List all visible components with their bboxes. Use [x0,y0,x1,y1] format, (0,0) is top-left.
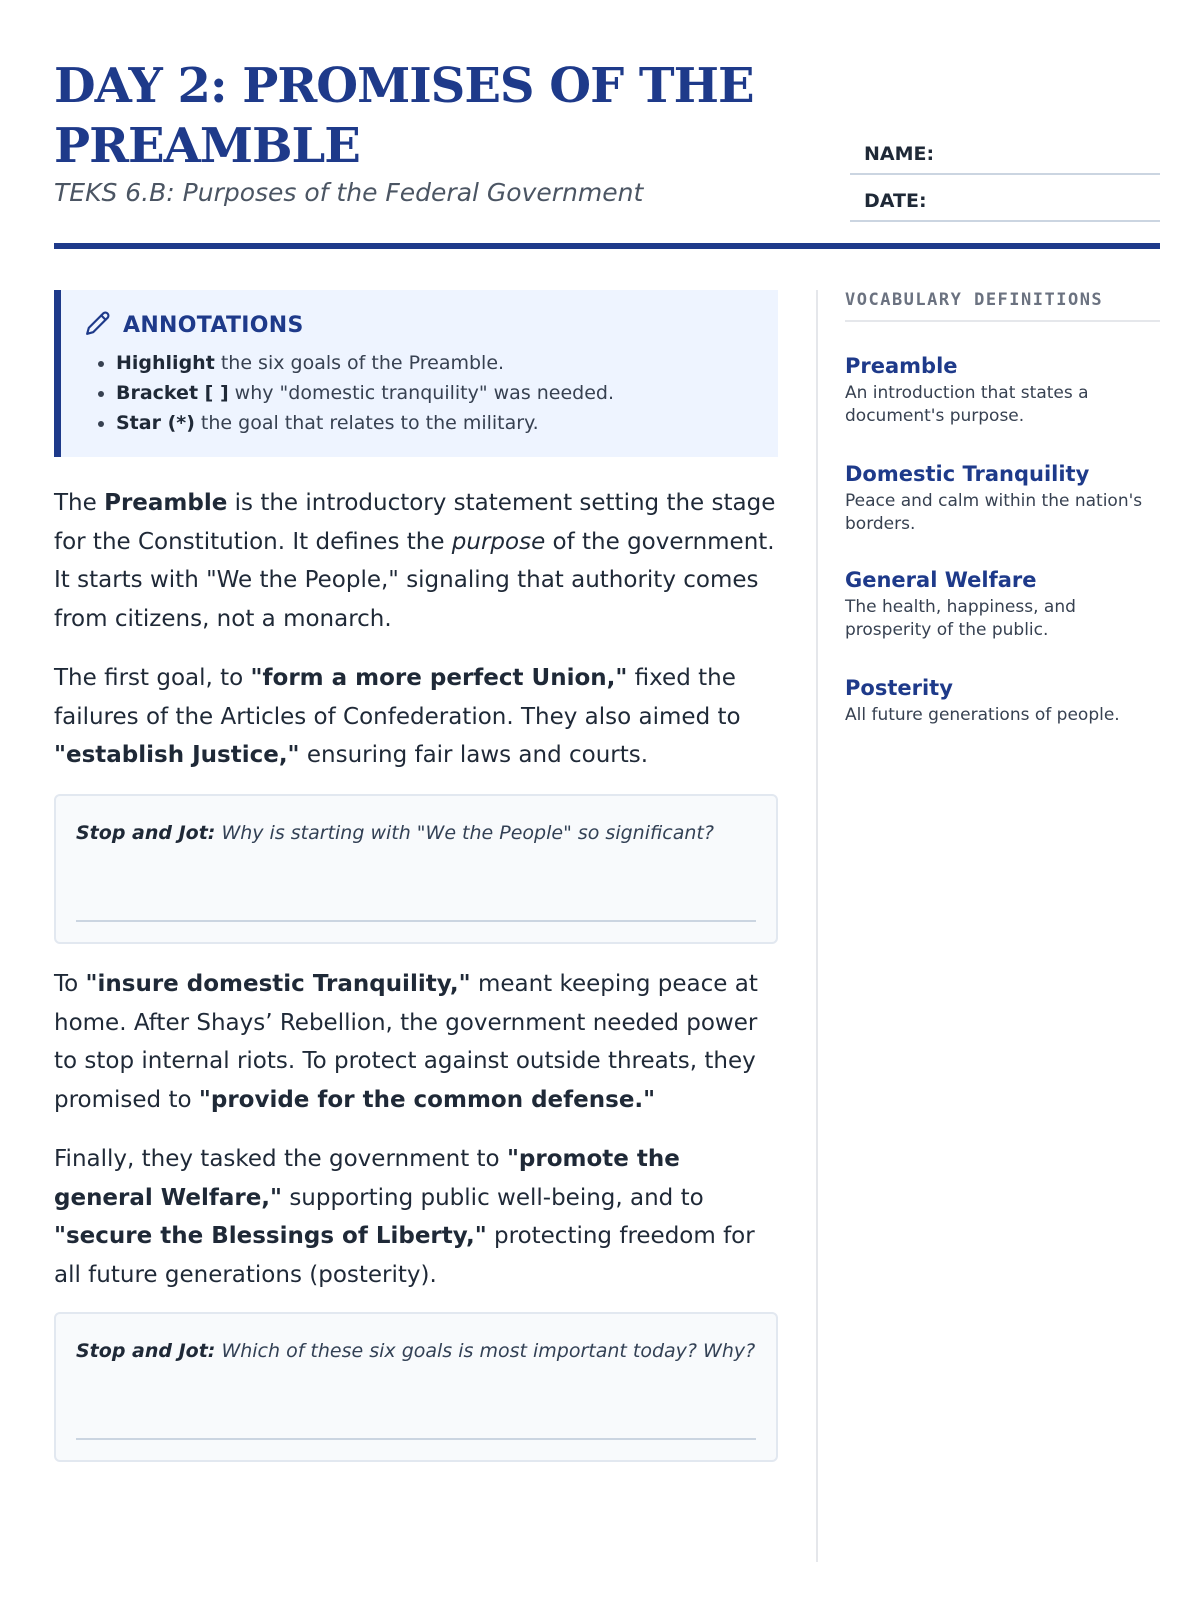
stop-and-jot-box [54,1312,778,1462]
annotation-item [116,348,614,378]
annotation-text: the six goals of the Preamble. [214,352,505,374]
vocab-term [845,462,1160,536]
annotations-list [91,348,614,438]
pencil-icon [85,310,111,340]
bold-goal: "form a more perfect Union," [250,665,628,691]
bold-goal: "secure the Blessings of Liberty," [54,1223,487,1249]
annotation-keyword: Highlight [116,352,215,374]
vocab-term-definition: All future generations of people. [845,705,1120,725]
text-span: is the introductory statement setting the stage for the Constitution. It defines the [54,490,776,555]
page-title: DAY 2: PROMISES OF THE PREAMBLE [54,58,754,174]
vocabulary-sidebar [845,290,1160,725]
date-label: DATE: [864,190,927,212]
vocab-term [845,676,1160,727]
annotation-item [116,408,614,438]
date-field[interactable] [850,175,1160,222]
jot-answer-line[interactable] [76,1438,756,1440]
annotation-item [116,378,614,408]
paragraph-welfare-liberty [54,1140,784,1294]
annotations-box [54,290,778,457]
bold-goal: "establish Justice," [54,742,300,768]
annotations-header [85,310,304,340]
text-span: The first goal, to [54,665,251,691]
jot-question: Why is starting with "We the People" so significant? [215,822,714,844]
vocab-term-name: Posterity [845,676,953,700]
vocab-term [845,354,1160,428]
jot-answer-line[interactable] [76,920,756,922]
annotation-keyword: Star (*) [116,412,195,434]
text-span: To [54,971,86,997]
text-span: protecting freedom for all future generations (posterity). [54,1223,755,1288]
jot-label: Stop and Jot: [76,822,216,844]
page-subtitle: TEKS 6.B: Purposes of the Federal Government [54,178,644,207]
vocabulary-heading: VOCABULARY DEFINITIONS [845,290,1160,322]
text-span: The [54,490,105,516]
vocab-term-name: Preamble [845,354,958,378]
bold-goal: "promote the general Welfare," [54,1146,680,1211]
text-span: supporting public well-being, and to [282,1184,704,1211]
italic-term: purpose [451,528,546,555]
text-span: fixed the failures of the Articles of Confederation. They also aimed to [54,665,741,730]
text-span: Finally, they tasked the government to [54,1146,507,1172]
text-span: ensuring fair laws and courts. [299,742,649,768]
vocab-term-name: Domestic Tranquility [845,462,1090,486]
jot-prompt [76,822,760,844]
paragraph-tranquility-defense [54,965,784,1119]
name-label: NAME: [864,143,935,165]
jot-label: Stop and Jot: [76,1340,216,1362]
bold-term: Preamble [104,490,228,516]
name-date-fields [850,128,1160,222]
annotation-text: the goal that relates to the military. [194,412,539,434]
text-span: meant keeping peace at home. After Shays’ Rebellion, the government needed power to stop internal riots. To protect against outside threats, they promised to [54,971,758,1113]
header-divider [54,243,1160,249]
annotation-keyword: Bracket [ ] [116,382,229,404]
bold-goal: "insure domestic Tranquility," [85,971,471,997]
vocab-term-definition: An introduction that states a document's purpose. [845,383,1089,426]
paragraph-union-justice [54,659,784,775]
name-field[interactable] [850,128,1160,175]
text-span: of the government. It starts with "We the People," signaling that authority comes from citizens, not a monarch. [54,528,775,632]
stop-and-jot-box [54,794,778,944]
jot-question: Which of these six goals is most important today? Why? [215,1340,756,1362]
vocab-term-name: General Welfare [845,568,1037,592]
vocab-term [845,568,1160,642]
annotation-text: why "domestic tranquility" was needed. [228,382,615,404]
vocab-term-definition: The health, happiness, and prosperity of the public. [845,597,1076,640]
bold-goal: "provide for the common defense." [198,1086,656,1113]
jot-prompt [76,1340,760,1362]
vocab-term-definition: Peace and calm within the nation's borders. [845,491,1143,534]
annotations-title: ANNOTATIONS [123,312,304,338]
paragraph-preamble-intro [54,484,784,638]
sidebar-divider [816,290,818,1562]
